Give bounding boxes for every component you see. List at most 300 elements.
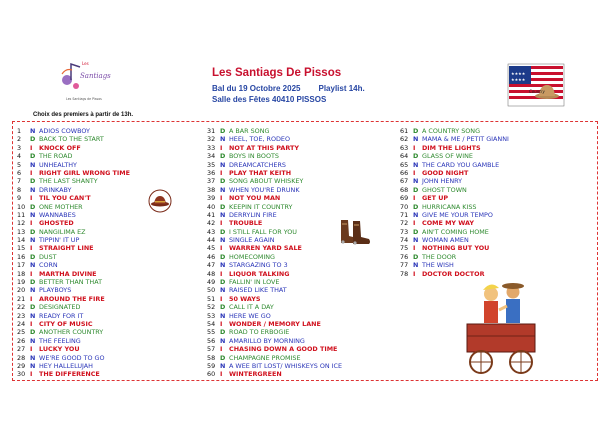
list-item [207, 169, 387, 177]
track-title: WINTERGREEN [229, 370, 282, 379]
track-level: I [220, 168, 223, 177]
list-item [400, 244, 580, 252]
track-number: 49 [207, 278, 216, 287]
list-item [207, 186, 387, 194]
track-title: GLASS OF WINE [422, 152, 473, 161]
track-number: 35 [207, 160, 216, 169]
track-title: CORN [39, 261, 58, 270]
playlist-column-1 [17, 127, 197, 379]
track-level: N [30, 236, 36, 245]
track-number: 74 [400, 236, 409, 245]
track-title: SONG ABOUT WHISKEY [229, 177, 304, 186]
list-item [207, 337, 387, 345]
track-level: D [30, 252, 36, 261]
track-title: STARGAZING TO 3 [229, 261, 288, 270]
track-title: TROUBLE [229, 219, 263, 228]
track-number: 22 [17, 303, 26, 312]
track-number: 25 [17, 328, 26, 337]
track-number: 10 [17, 202, 26, 211]
track-title: THE WISH [422, 261, 454, 270]
track-level: N [220, 160, 226, 169]
track-number: 63 [400, 143, 409, 152]
track-level: I [220, 370, 223, 379]
track-level: I [413, 194, 416, 203]
track-level: I [220, 219, 223, 228]
list-item [17, 135, 197, 143]
track-number: 69 [400, 194, 409, 203]
list-item [17, 312, 197, 320]
list-item [400, 194, 580, 202]
track-title: A COUNTRY SONG [422, 127, 481, 135]
track-title: WONDER / MEMORY LANE [229, 319, 321, 328]
track-number: 3 [17, 143, 22, 152]
list-item [17, 303, 197, 311]
track-title: WE'RE GOOD TO GO [39, 353, 105, 362]
track-number: 39 [207, 194, 216, 203]
track-number: 23 [17, 311, 26, 320]
track-level: D [413, 252, 419, 261]
svg-text:★★★★: ★★★★ [511, 77, 526, 82]
track-number: 8 [17, 185, 22, 194]
track-title: THE DIFFERENCE [39, 370, 100, 379]
list-item [207, 328, 387, 336]
list-item [207, 370, 387, 378]
list-item [17, 278, 197, 286]
svg-text:★★★★: ★★★★ [511, 71, 526, 76]
list-item [400, 127, 580, 135]
track-number: 58 [207, 353, 216, 362]
track-level: I [30, 194, 33, 203]
track-number: 67 [400, 177, 409, 186]
track-number: 4 [17, 152, 22, 161]
list-item [400, 253, 580, 261]
track-number: 20 [17, 286, 26, 295]
track-level: D [220, 177, 226, 186]
track-title: HURRICANA KISS [422, 202, 477, 211]
track-number: 73 [400, 227, 409, 236]
svg-text:Santiags: Santiags [80, 72, 111, 80]
track-level: D [413, 185, 419, 194]
track-level: N [220, 185, 226, 194]
track-level: N [220, 361, 226, 370]
track-number: 37 [207, 177, 216, 186]
track-level: N [220, 236, 226, 245]
track-number: 43 [207, 227, 216, 236]
track-number: 41 [207, 210, 216, 219]
track-number: 26 [17, 336, 26, 345]
track-title: NOTHING BUT YOU [422, 244, 490, 253]
list-item [207, 312, 387, 320]
track-level: D [30, 227, 36, 236]
track-title: DESIGNATED [39, 303, 81, 312]
track-number: 36 [207, 168, 216, 177]
track-level: I [30, 319, 33, 328]
track-level: I [413, 143, 416, 152]
dancers-icon [483, 283, 524, 323]
track-level: D [220, 278, 226, 287]
track-number: 29 [17, 361, 26, 370]
track-title: WHEN YOU'RE DRUNK [229, 185, 300, 194]
venue-line: Salle des Fêtes 40410 PISSOS [212, 95, 327, 104]
track-number: 6 [17, 168, 22, 177]
track-number: 31 [207, 127, 216, 135]
track-number: 56 [207, 336, 216, 345]
svg-text:Country: Country [529, 89, 545, 94]
track-number: 59 [207, 361, 216, 370]
track-level: I [220, 194, 223, 203]
list-item [17, 219, 197, 227]
track-number: 11 [17, 210, 26, 219]
track-title: I STILL FALL FOR YOU [229, 227, 297, 236]
track-level: N [30, 361, 36, 370]
track-level: N [30, 210, 36, 219]
track-number: 52 [207, 303, 216, 312]
track-number: 44 [207, 236, 216, 245]
track-number: 66 [400, 168, 409, 177]
track-number: 65 [400, 160, 409, 169]
list-item [207, 286, 387, 294]
track-title: BACK TO THE START [39, 135, 104, 144]
track-title: LUCKY YOU [39, 345, 80, 354]
list-item [207, 135, 387, 143]
list-item [17, 169, 197, 177]
list-item [17, 337, 197, 345]
playlist-time: Playlist 14h. [318, 84, 365, 93]
track-title: HOMECOMING [229, 252, 276, 261]
list-item [17, 354, 197, 362]
track-title: ROAD TO ERBOGIE [229, 328, 290, 337]
list-item [400, 261, 580, 269]
list-item [207, 345, 387, 353]
cowboy-hat-badge-icon [148, 189, 172, 213]
track-level: N [30, 160, 36, 169]
list-item [207, 362, 387, 370]
choice-note: Choix des premiers à partir de 13h. [33, 112, 134, 118]
track-number: 30 [17, 370, 26, 379]
track-number: 71 [400, 210, 409, 219]
track-title: 50 WAYS [229, 294, 261, 303]
track-number: 64 [400, 152, 409, 161]
track-number: 51 [207, 294, 216, 303]
track-level: I [30, 244, 33, 253]
list-item [207, 194, 387, 202]
track-level: N [30, 261, 36, 270]
track-title: STRAIGHT LINE [39, 244, 94, 253]
track-title: A BAR SONG [229, 127, 270, 135]
club-logo-image [56, 56, 116, 104]
track-title: WANNABES [39, 210, 76, 219]
track-title: CITY OF MUSIC [39, 319, 93, 328]
track-title: COME MY WAY [422, 219, 475, 228]
track-title: CHASING DOWN A GOOD TIME [229, 345, 338, 354]
track-level: I [413, 168, 416, 177]
track-number: 24 [17, 319, 26, 328]
list-item [400, 152, 580, 160]
track-level: D [30, 152, 36, 161]
list-item [207, 161, 387, 169]
track-title: BOYS IN BOOTS [229, 152, 279, 161]
list-item [400, 161, 580, 169]
track-level: N [220, 210, 226, 219]
list-item [17, 320, 197, 328]
list-item [400, 144, 580, 152]
track-number: 68 [400, 185, 409, 194]
track-level: I [220, 319, 223, 328]
track-level: D [220, 328, 226, 337]
track-title: PLAYBOYS [39, 286, 72, 295]
track-level: I [220, 345, 223, 354]
track-number: 13 [17, 227, 26, 236]
track-number: 17 [17, 261, 26, 270]
list-item [400, 211, 580, 219]
svg-text:Les Santiags de Pissos: Les Santiags de Pissos [66, 97, 102, 101]
list-item [400, 186, 580, 194]
track-title: JOHN HENRY [422, 177, 463, 186]
dancing-couple-wagon-image [461, 276, 541, 376]
list-item [17, 295, 197, 303]
track-level: D [30, 328, 36, 337]
track-title: FALLIN' IN LOVE [229, 278, 280, 287]
track-level: D [30, 177, 36, 186]
track-level: N [220, 286, 226, 295]
track-number: 19 [17, 278, 26, 287]
track-number: 38 [207, 185, 216, 194]
us-flag-cowboy-image [507, 63, 565, 107]
track-title: PLAY THAT KEITH [229, 168, 292, 177]
track-number: 7 [17, 177, 22, 186]
track-title: KNOCK OFF [39, 143, 81, 152]
track-number: 47 [207, 261, 216, 270]
track-title: AIN'T COMING HOME [422, 227, 489, 236]
list-item [207, 278, 387, 286]
track-title: DUST [39, 252, 57, 261]
track-level: I [220, 143, 223, 152]
track-number: 78 [400, 269, 409, 278]
list-item [207, 320, 387, 328]
list-item [17, 253, 197, 261]
list-item [17, 270, 197, 278]
track-title: KEEPIN IT COUNTRY [229, 202, 293, 211]
track-title: HEY HALLELUJAH [39, 361, 93, 370]
track-number: 14 [17, 236, 26, 245]
list-item [17, 127, 197, 135]
track-number: 1 [17, 127, 22, 135]
track-level: D [413, 227, 419, 236]
list-item [17, 370, 197, 378]
track-level: N [30, 127, 36, 135]
track-title: DREAMCATCHERS [229, 160, 286, 169]
track-number: 48 [207, 269, 216, 278]
track-level: D [220, 303, 226, 312]
event-date: Bal du 19 Octobre 2025 [212, 84, 301, 93]
track-number: 18 [17, 269, 26, 278]
track-number: 53 [207, 311, 216, 320]
track-number: 12 [17, 219, 26, 228]
track-level: N [30, 336, 36, 345]
track-title: DIM THE LIGHTS [422, 143, 481, 152]
track-level: N [413, 177, 419, 186]
track-level: N [30, 185, 36, 194]
track-level: I [30, 269, 33, 278]
track-level: D [220, 152, 226, 161]
list-item [207, 152, 387, 160]
track-title: A WEE BIT LOST/ WHISKEYS ON ICE [229, 361, 343, 370]
track-number: 55 [207, 328, 216, 337]
track-title: CHAMPAGNE PROMISE [229, 353, 301, 362]
track-level: D [30, 278, 36, 287]
track-number: 77 [400, 261, 409, 270]
wagon-icon [467, 324, 535, 373]
list-item [207, 203, 387, 211]
track-number: 27 [17, 345, 26, 354]
track-level: D [30, 135, 36, 144]
track-title: GIVE ME YOUR TEMPO [422, 210, 493, 219]
track-title: READY FOR IT [39, 311, 84, 320]
track-level: N [30, 311, 36, 320]
track-level: D [30, 202, 36, 211]
list-item [400, 169, 580, 177]
track-number: 21 [17, 294, 26, 303]
track-title: SINGLE AGAIN [229, 236, 275, 245]
track-title: MAMA & ME / PETIT GIANNI [422, 135, 509, 144]
track-title: HERE WE GO [229, 311, 271, 320]
track-level: N [413, 160, 419, 169]
track-title: CALL IT A DAY [229, 303, 274, 312]
track-title: BETTER THAN THAT [39, 278, 103, 287]
track-title: MARTHA DIVINE [39, 269, 97, 278]
list-item [17, 236, 197, 244]
list-item [17, 152, 197, 160]
track-level: N [413, 210, 419, 219]
track-level: D [30, 303, 36, 312]
track-title: AMARILLO BY MORNING [229, 336, 305, 345]
track-level: D [413, 127, 419, 135]
track-number: 32 [207, 135, 216, 144]
track-level: I [413, 269, 416, 278]
track-level: I [220, 294, 223, 303]
track-level: I [30, 143, 33, 152]
list-item [17, 161, 197, 169]
list-item [17, 345, 197, 353]
track-number: 15 [17, 244, 26, 253]
track-number: 70 [400, 202, 409, 211]
track-number: 9 [17, 194, 22, 203]
track-title: ONE MOTHER [39, 202, 83, 211]
track-level: N [30, 353, 36, 362]
track-level: I [30, 345, 33, 354]
track-level: D [220, 353, 226, 362]
cowboy-boots-icon [337, 218, 373, 246]
list-item [400, 135, 580, 143]
track-level: D [413, 202, 419, 211]
list-item [400, 219, 580, 227]
track-number: 45 [207, 244, 216, 253]
list-item [17, 144, 197, 152]
track-title: WARREN YARD SALE [229, 244, 302, 253]
event-line [212, 84, 365, 93]
track-number: 5 [17, 160, 22, 169]
track-level: N [30, 286, 36, 295]
list-item [400, 236, 580, 244]
track-title: GHOST TOWN [422, 185, 467, 194]
list-item [400, 177, 580, 185]
track-title: LIQUOR TALKING [229, 269, 290, 278]
track-level: I [30, 294, 33, 303]
track-title: AROUND THE FIRE [39, 294, 105, 303]
track-title: NOT AT THIS PARTY [229, 143, 299, 152]
playlist-column-3 [400, 127, 580, 278]
track-level: N [220, 336, 226, 345]
track-level: D [220, 227, 226, 236]
list-item [207, 303, 387, 311]
track-title: DERRYLIN FIRE [229, 210, 277, 219]
track-title: HEEL, TOE, RODEO [229, 135, 290, 144]
list-item [207, 261, 387, 269]
track-number: 54 [207, 319, 216, 328]
list-item [207, 253, 387, 261]
track-number: 62 [400, 135, 409, 144]
track-number: 57 [207, 345, 216, 354]
track-number: 76 [400, 252, 409, 261]
track-level: I [220, 244, 223, 253]
track-level: I [220, 269, 223, 278]
track-level: N [413, 236, 419, 245]
list-item [17, 362, 197, 370]
list-item [207, 177, 387, 185]
list-item [400, 203, 580, 211]
playlist-column-2 [207, 127, 387, 379]
track-number: 42 [207, 219, 216, 228]
track-title: THE DOOR [422, 252, 457, 261]
track-level: D [220, 127, 226, 135]
track-title: NOT YOU MAN [229, 194, 281, 203]
track-title: WOMAN AMEN [422, 236, 469, 245]
track-title: NANGILIMA EZ [39, 227, 86, 236]
svg-text:Les: Les [82, 61, 89, 66]
track-number: 28 [17, 353, 26, 362]
track-title: DRINKABY [39, 185, 72, 194]
track-number: 33 [207, 143, 216, 152]
track-title: RAISED LIKE THAT [229, 286, 287, 295]
track-title: GOOD NIGHT [422, 168, 469, 177]
list-item [17, 244, 197, 252]
track-level: N [220, 135, 226, 144]
track-level: N [220, 261, 226, 270]
track-level: I [30, 219, 33, 228]
track-level: D [220, 202, 226, 211]
track-number: 60 [207, 370, 216, 379]
track-number: 34 [207, 152, 216, 161]
track-number: 75 [400, 244, 409, 253]
list-item [17, 328, 197, 336]
track-number: 2 [17, 135, 22, 144]
list-item [17, 177, 197, 185]
track-number: 46 [207, 252, 216, 261]
track-title: THE FEELING [39, 336, 81, 345]
track-title: TIL YOU CAN'T [39, 194, 91, 203]
track-level: N [413, 261, 419, 270]
track-title: THE CARD YOU GAMBLE [422, 160, 500, 169]
track-title: GET UP [422, 194, 449, 203]
track-level: I [30, 370, 33, 379]
track-number: 50 [207, 286, 216, 295]
track-number: 40 [207, 202, 216, 211]
track-level: N [220, 311, 226, 320]
track-level: D [220, 252, 226, 261]
page-title: Les Santiags De Pissos [212, 67, 342, 79]
track-number: 61 [400, 127, 409, 135]
list-item [17, 286, 197, 294]
